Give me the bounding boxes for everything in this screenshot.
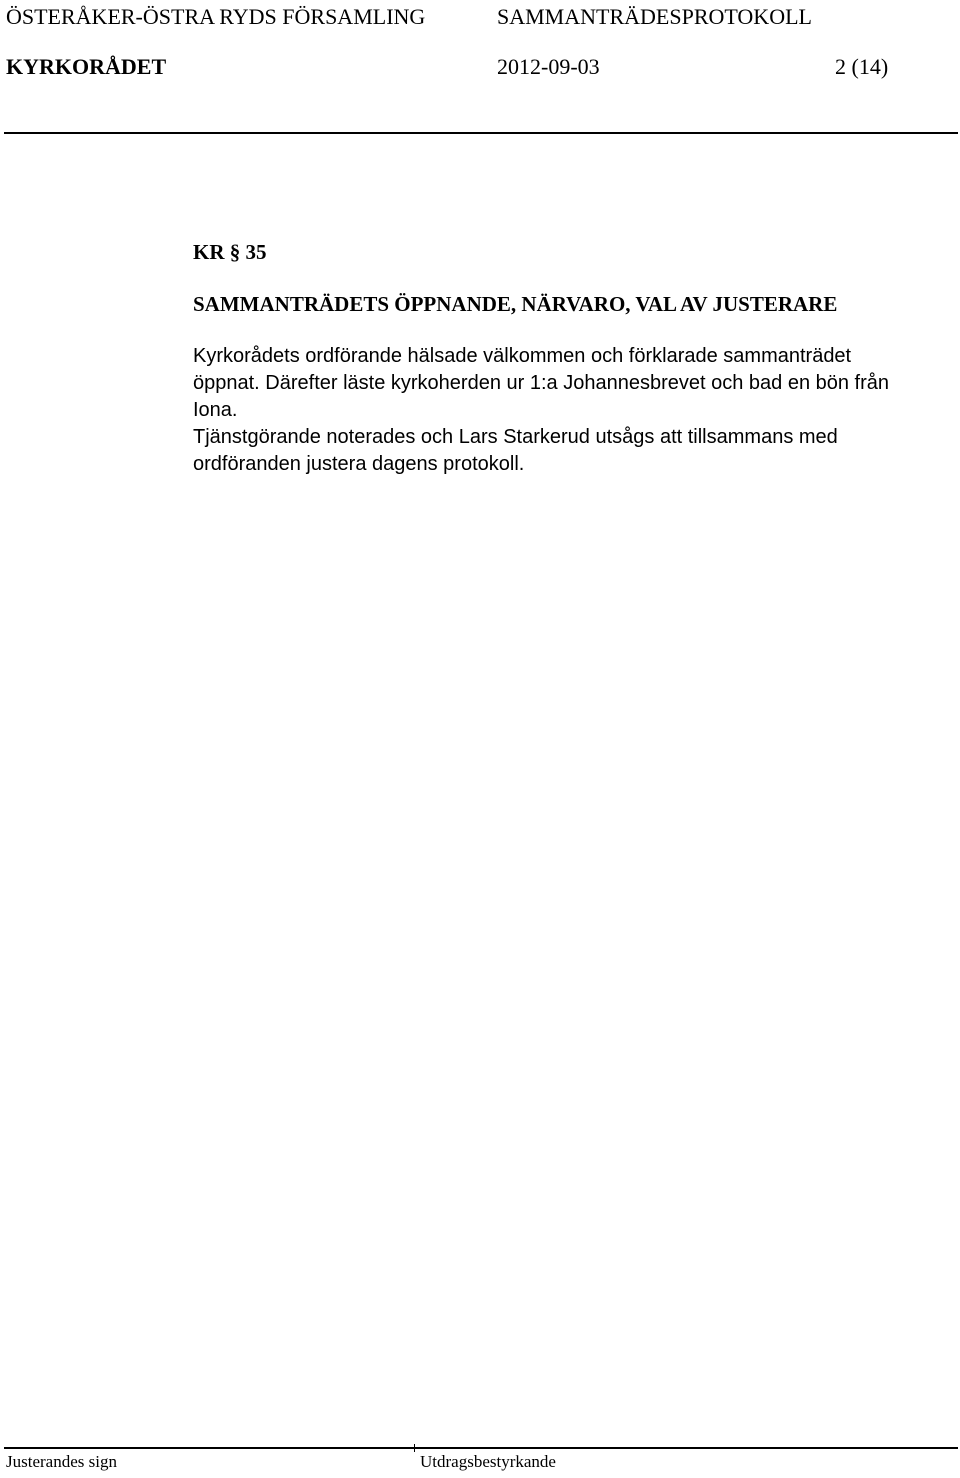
- section-body: [193, 343, 913, 478]
- body-line: Iona.: [193, 399, 238, 421]
- section-number: KR § 35: [193, 240, 267, 264]
- footer-separator-tick: [414, 1444, 415, 1452]
- footer-divider: [4, 1447, 958, 1449]
- header-divider: [4, 132, 958, 134]
- footer-certification-label: Utdragsbestyrkande: [420, 1452, 556, 1471]
- body-line: öppnat. Därefter läste kyrkoherden ur 1:a Johannesbrevet och bad en bön från: [193, 372, 890, 394]
- body-line: ordföranden justera dagens protokoll.: [193, 453, 525, 475]
- document-type: SAMMANTRÄDESPROTOKOLL: [497, 4, 812, 29]
- body-line: Tjänstgörande noterades och Lars Starkerud utsågs att tillsammans med: [193, 426, 838, 448]
- footer-signature-label: Justerandes sign: [6, 1452, 117, 1471]
- page-number: 2 (14): [835, 54, 889, 79]
- meeting-date: 2012-09-03: [497, 54, 600, 79]
- organization-name: ÖSTERÅKER-ÖSTRA RYDS FÖRSAMLING: [6, 4, 426, 29]
- section-title: SAMMANTRÄDETS ÖPPNANDE, NÄRVARO, VAL AV JUSTERARE: [193, 292, 838, 316]
- committee-name: KYRKORÅDET: [6, 54, 167, 79]
- body-line: Kyrkorådets ordförande hälsade välkommen och förklarade sammanträdet: [193, 345, 852, 367]
